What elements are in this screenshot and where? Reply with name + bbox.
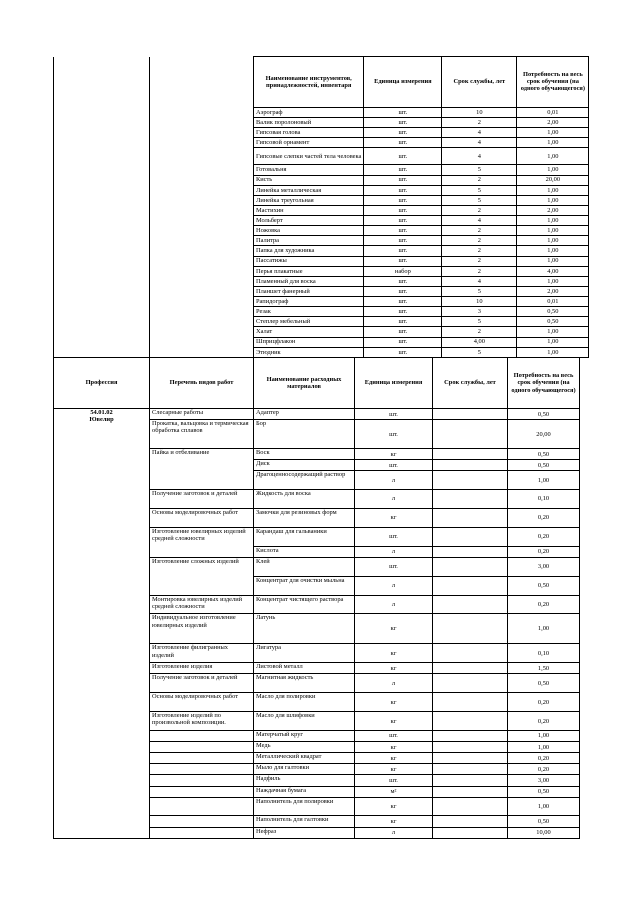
material-name: Концентрат чистящего раствора [254, 595, 355, 614]
tool-unit: шт. [364, 347, 442, 357]
tool-unit: шт. [364, 138, 442, 148]
material-unit: шт. [355, 409, 433, 420]
material-need: 20,00 [508, 420, 580, 449]
tool-need: 1,00 [517, 276, 589, 286]
tool-life: 5 [442, 347, 517, 357]
profession-name: Ювелир [89, 416, 114, 424]
tool-need: 0,01 [517, 297, 589, 307]
material-name: Лигатура [254, 644, 355, 663]
material-need: 1,00 [508, 471, 580, 490]
material-life [433, 409, 508, 420]
material-unit: шт. [355, 557, 433, 576]
materials-header-name: Наименование расходных материалов [254, 358, 355, 409]
material-unit: л [355, 490, 433, 509]
tool-name: Планшет фанерный [254, 286, 364, 296]
material-name: Наполнитель для полировки [254, 797, 355, 816]
work-type-empty [150, 753, 254, 764]
material-need: 1,00 [508, 731, 580, 742]
tool-life: 3 [442, 307, 517, 317]
material-name: Клей [254, 557, 355, 576]
material-life [433, 764, 508, 775]
material-need: 0,50 [508, 786, 580, 797]
tool-name: Гипсовая голова [254, 127, 364, 137]
material-life [433, 460, 508, 471]
tool-unit: шт. [364, 317, 442, 327]
material-unit: шт. [355, 731, 433, 742]
work-type: Получение заготовок и деталей [150, 674, 254, 693]
material-life [433, 557, 508, 576]
material-life [433, 731, 508, 742]
material-name: Концентрат для очистки мыльна [254, 576, 355, 595]
tool-unit: шт. [364, 165, 442, 175]
tools-table [53, 56, 589, 358]
material-name: Карандаш для гальваники [254, 527, 355, 546]
material-life [433, 775, 508, 786]
material-unit: л [355, 595, 433, 614]
material-need: 0,20 [508, 509, 580, 528]
material-name: Драгоценносодержащий раствор [254, 471, 355, 490]
tool-unit: шт. [364, 297, 442, 307]
tool-need: 1,00 [517, 216, 589, 226]
material-unit: кг [355, 816, 433, 827]
tools-header-life: Срок службы, лет [442, 57, 517, 108]
tool-life: 4 [442, 216, 517, 226]
material-life [433, 674, 508, 693]
tool-unit: шт. [364, 148, 442, 165]
tool-name: Линейка треугольная [254, 195, 364, 205]
tools-header-unit: Единица измерения [364, 57, 442, 108]
tool-need: 2,00 [517, 286, 589, 296]
materials-header-unit: Единица измерения [355, 358, 433, 409]
tool-life: 4 [442, 276, 517, 286]
work-type-empty [150, 797, 254, 816]
work-type: Изготовление филигранных изделий [150, 644, 254, 663]
material-life [433, 509, 508, 528]
material-unit: кг [355, 712, 433, 731]
material-need: 0,10 [508, 490, 580, 509]
tool-need: 0,01 [517, 107, 589, 117]
material-name: Воск [254, 449, 355, 460]
work-type-empty [150, 816, 254, 827]
profession-code: 54.01.02 [90, 409, 113, 417]
tool-life: 4,00 [442, 337, 517, 347]
tool-need: 1,00 [517, 185, 589, 195]
tool-need: 1,00 [517, 148, 589, 165]
tool-need: 1,00 [517, 236, 589, 246]
material-life [433, 753, 508, 764]
tool-need: 1,00 [517, 165, 589, 175]
material-need: 1,00 [508, 742, 580, 753]
material-unit: шт. [355, 527, 433, 546]
material-name: Адаптер [254, 409, 355, 420]
left-blank-column [54, 57, 150, 358]
tool-unit: шт. [364, 205, 442, 215]
material-name: Мыло для галтовки [254, 764, 355, 775]
work-type: Прокатка, вальцовка и термическая обработка сплавов [150, 420, 254, 449]
material-unit: кг [355, 509, 433, 528]
materials-table [53, 357, 580, 839]
tool-name: Пассатижы [254, 256, 364, 266]
material-unit: кг [355, 449, 433, 460]
material-need: 1,50 [508, 663, 580, 674]
tool-unit: шт. [364, 337, 442, 347]
tool-unit: шт. [364, 327, 442, 337]
tool-need: 1,00 [517, 226, 589, 236]
material-unit: кг [355, 644, 433, 663]
tool-life: 5 [442, 165, 517, 175]
material-name: Наждачная бумага [254, 786, 355, 797]
materials-header-profession: Профессия [54, 358, 150, 409]
material-unit: кг [355, 753, 433, 764]
material-life [433, 797, 508, 816]
tool-life: 2 [442, 266, 517, 276]
table-row [54, 409, 580, 420]
tool-name: Степлер мебельный [254, 317, 364, 327]
material-life [433, 614, 508, 644]
tool-name: Этюдник [254, 347, 364, 357]
tool-unit: шт. [364, 107, 442, 117]
material-life [433, 816, 508, 827]
tool-need: 1,00 [517, 138, 589, 148]
tool-need: 1,00 [517, 337, 589, 347]
material-name: Листовой металл [254, 663, 355, 674]
material-name: Магнитная жидкость [254, 674, 355, 693]
material-life [433, 595, 508, 614]
tool-unit: шт. [364, 256, 442, 266]
work-type-empty [150, 775, 254, 786]
tool-life: 5 [442, 317, 517, 327]
material-name: Нефраз [254, 827, 355, 838]
tool-name: Мастихин [254, 205, 364, 215]
tool-life: 5 [442, 286, 517, 296]
work-type: Изготовление сложных изделий [150, 557, 254, 595]
tool-name: Аэрограф [254, 107, 364, 117]
tools-header-name: Наименование инструментов, принадлежностей, инвентаря [254, 57, 364, 108]
tool-life: 4 [442, 148, 517, 165]
tool-unit: шт. [364, 127, 442, 137]
material-name: Масло для шлифовки [254, 712, 355, 731]
material-need: 0,20 [508, 595, 580, 614]
material-need: 3,00 [508, 775, 580, 786]
material-name: Кислота [254, 546, 355, 557]
work-type: Изготовление изделий по произвольной композиции. [150, 712, 254, 731]
work-type-empty [150, 827, 254, 838]
tool-name: Кисть [254, 175, 364, 185]
material-unit: л [355, 674, 433, 693]
material-unit: кг [355, 614, 433, 644]
tool-need: 1,00 [517, 347, 589, 357]
material-life [433, 663, 508, 674]
tool-unit: шт. [364, 226, 442, 236]
work-type: Монтировка ювелирных изделий средней сложности [150, 595, 254, 614]
material-name: Матерчатый круг [254, 731, 355, 742]
material-name: Медь [254, 742, 355, 753]
material-name: Надфиль [254, 775, 355, 786]
tool-name: Линейка металлическая [254, 185, 364, 195]
material-name: Масло для полировки [254, 693, 355, 712]
work-type: Индивидуальное изготовление ювелирных изделий [150, 614, 254, 644]
material-need: 0,20 [508, 764, 580, 775]
tool-name: Халат [254, 327, 364, 337]
tool-unit: шт. [364, 286, 442, 296]
tool-life: 5 [442, 185, 517, 195]
tool-unit: шт. [364, 185, 442, 195]
material-unit: м² [355, 786, 433, 797]
tool-name: Шприцфлакон [254, 337, 364, 347]
material-need: 0,20 [508, 712, 580, 731]
material-life [433, 471, 508, 490]
tool-unit: шт. [364, 195, 442, 205]
material-need: 1,00 [508, 797, 580, 816]
work-type: Основы моделировочных работ [150, 509, 254, 528]
material-need: 0,20 [508, 693, 580, 712]
material-life [433, 546, 508, 557]
tool-need: 4,00 [517, 266, 589, 276]
tool-need: 0,50 [517, 317, 589, 327]
tool-need: 1,00 [517, 327, 589, 337]
material-unit: кг [355, 693, 433, 712]
material-life [433, 712, 508, 731]
tool-life: 2 [442, 327, 517, 337]
material-life [433, 420, 508, 449]
material-unit: кг [355, 764, 433, 775]
tool-name: Пламенный для воска [254, 276, 364, 286]
material-unit: шт. [355, 775, 433, 786]
material-unit: л [355, 576, 433, 595]
material-unit: кг [355, 797, 433, 816]
tool-name: Валик поролоновый [254, 117, 364, 127]
tool-life: 2 [442, 246, 517, 256]
material-need: 0,20 [508, 753, 580, 764]
material-need: 0,50 [508, 674, 580, 693]
material-name: Латунь [254, 614, 355, 644]
material-name: Жидкость для воска [254, 490, 355, 509]
tool-life: 4 [442, 138, 517, 148]
tool-unit: шт. [364, 307, 442, 317]
tool-unit: шт. [364, 216, 442, 226]
tool-life: 2 [442, 226, 517, 236]
tool-life: 2 [442, 256, 517, 266]
material-unit: л [355, 471, 433, 490]
material-unit: кг [355, 663, 433, 674]
material-life [433, 827, 508, 838]
tool-unit: шт. [364, 246, 442, 256]
material-need: 0,50 [508, 576, 580, 595]
work-type-empty [150, 742, 254, 753]
material-need: 0,50 [508, 816, 580, 827]
material-life [433, 644, 508, 663]
material-need: 3,00 [508, 557, 580, 576]
tool-need: 2,00 [517, 117, 589, 127]
tool-life: 5 [442, 195, 517, 205]
work-type: Пайка и отбеливание [150, 449, 254, 490]
left-blank-column [150, 57, 254, 358]
work-type-empty [150, 764, 254, 775]
tool-life: 2 [442, 236, 517, 246]
work-type: Получение заготовок и деталей [150, 490, 254, 509]
material-need: 1,00 [508, 614, 580, 644]
tool-need: 2,00 [517, 205, 589, 215]
material-life [433, 576, 508, 595]
work-type: Слесарные работы [150, 409, 254, 420]
material-need: 0,20 [508, 546, 580, 557]
profession-cell [54, 409, 150, 839]
material-life [433, 527, 508, 546]
tool-name: Ножовка [254, 226, 364, 236]
material-name: Замочки для резиновых форм [254, 509, 355, 528]
tool-need: 20,00 [517, 175, 589, 185]
material-unit: кг [355, 742, 433, 753]
tool-need: 1,00 [517, 127, 589, 137]
tool-name: Перья плакатные [254, 266, 364, 276]
work-type: Изготовление ювелирных изделий средней сложности [150, 527, 254, 557]
work-type: Изготовление изделия [150, 663, 254, 674]
material-need: 0,20 [508, 527, 580, 546]
materials-header-life: Срок службы, лет [433, 358, 508, 409]
tool-need: 1,00 [517, 195, 589, 205]
materials-header-works: Перечень видов работ [150, 358, 254, 409]
material-need: 0,50 [508, 409, 580, 420]
tool-name: Готовальня [254, 165, 364, 175]
tool-name: Гипсовые слепки частей тела человека [254, 148, 364, 165]
material-unit: шт. [355, 420, 433, 449]
tool-need: 1,00 [517, 256, 589, 266]
tool-name: Палитра [254, 236, 364, 246]
material-need: 0,10 [508, 644, 580, 663]
tool-unit: шт. [364, 236, 442, 246]
tool-life: 4 [442, 127, 517, 137]
material-need: 0,50 [508, 460, 580, 471]
work-type: Основы моделировочных работ [150, 693, 254, 712]
work-type-empty [150, 731, 254, 742]
material-name: Наполнитель для галтовки [254, 816, 355, 827]
material-name: Бор [254, 420, 355, 449]
materials-header-need: Потребность на весь срок обучения (на одного обучающегося) [508, 358, 580, 409]
material-life [433, 742, 508, 753]
tool-unit: шт. [364, 117, 442, 127]
tool-unit: шт. [364, 175, 442, 185]
material-life [433, 786, 508, 797]
tool-name: Папка для художника [254, 246, 364, 256]
tool-name: Рапидограф [254, 297, 364, 307]
material-need: 0,50 [508, 449, 580, 460]
tool-unit: набор [364, 266, 442, 276]
work-type-empty [150, 786, 254, 797]
material-unit: л [355, 827, 433, 838]
tool-unit: шт. [364, 276, 442, 286]
material-name: Диск [254, 460, 355, 471]
tool-life: 2 [442, 117, 517, 127]
tool-need: 0,50 [517, 307, 589, 317]
tool-name: Резак [254, 307, 364, 317]
material-life [433, 693, 508, 712]
material-unit: л [355, 546, 433, 557]
tool-name: Гипсовой орнамент [254, 138, 364, 148]
material-need: 10,00 [508, 827, 580, 838]
tools-header-need: Потребность на весь срок обучения (на одного обучающегося) [517, 57, 589, 108]
tool-life: 2 [442, 175, 517, 185]
tool-life: 10 [442, 297, 517, 307]
material-life [433, 449, 508, 460]
tool-name: Мольберт [254, 216, 364, 226]
tool-life: 10 [442, 107, 517, 117]
material-life [433, 490, 508, 509]
tool-need: 1,00 [517, 246, 589, 256]
material-name: Металлический квадрат [254, 753, 355, 764]
material-unit: шт. [355, 460, 433, 471]
tool-life: 2 [442, 205, 517, 215]
